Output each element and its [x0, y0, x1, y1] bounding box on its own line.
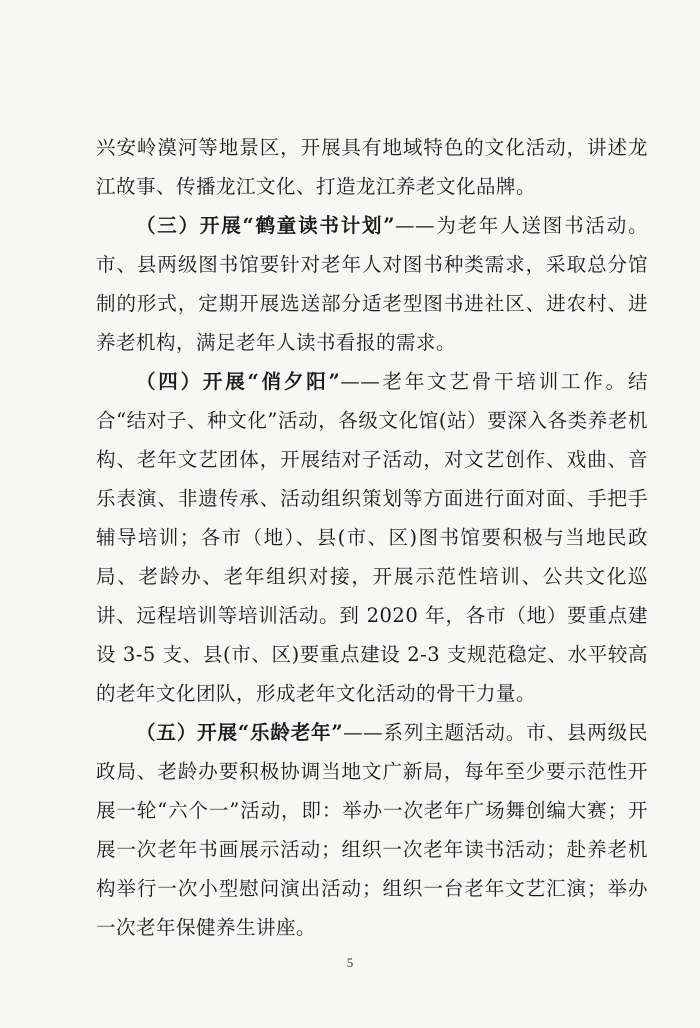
paragraph-text: ——系列主题活动。市、县两级民政局、老龄办要积极协调当地文广新局，每年至少要示范性开展一轮“六个一”活动，即：举办一次老年广场舞创编大赛；开展一次老年书画展示活动；组织一次老年读书活动；赴养老机构举行一次小型慰问演出活动；组织一台老年文艺汇演；举办一次老年保健养生讲座。 — [96, 721, 648, 939]
paragraph-continuation — [96, 128, 648, 206]
paragraph-section-4 — [96, 362, 648, 713]
section-heading: （四）开展“俏夕阳” — [136, 370, 341, 393]
paragraph-text: ——为老年人送图书活动。市、县两级图书馆要针对老年人对图书种类需求，采取总分馆制的形式，定期开展选送部分适老型图书进社区、进农村、进养老机构，满足老年人读书看报的需求。 — [96, 214, 648, 354]
document-body — [96, 128, 648, 947]
page-number: 5 — [346, 955, 354, 970]
paragraph-section-3 — [96, 206, 648, 362]
section-heading: （五）开展“乐龄老年” — [136, 721, 344, 744]
paragraph-text: 兴安岭漠河等地景区，开展具有地域特色的文化活动，讲述龙江故事、传播龙江文化、打造龙江养老文化品牌。 — [96, 136, 648, 198]
section-heading: （三）开展“鹤童读书计划” — [136, 214, 396, 237]
paragraph-section-5 — [96, 713, 648, 947]
paragraph-text: ——老年文艺骨干培训工作。结合“结对子、种文化”活动，各级文化馆(站）要深入各类养老机构、老年文艺团体，开展结对子活动，对文艺创作、戏曲、音乐表演、非遗传承、活动组织策划等方面进行面对面、手把手辅导培训；各市（地）、县(市、区)图书馆要积极与当地民政局、老龄办、老年组织对接，开展示范性培训、公共文化巡讲、远程培训等培训活动。到 2020 年，各市（地）要重点建设 3-5 支、县(市、区)要重点建设 2-3 支规范稳定、水平较高的老年文化团队，形成老年文化活动的骨干力量。 — [96, 370, 648, 705]
